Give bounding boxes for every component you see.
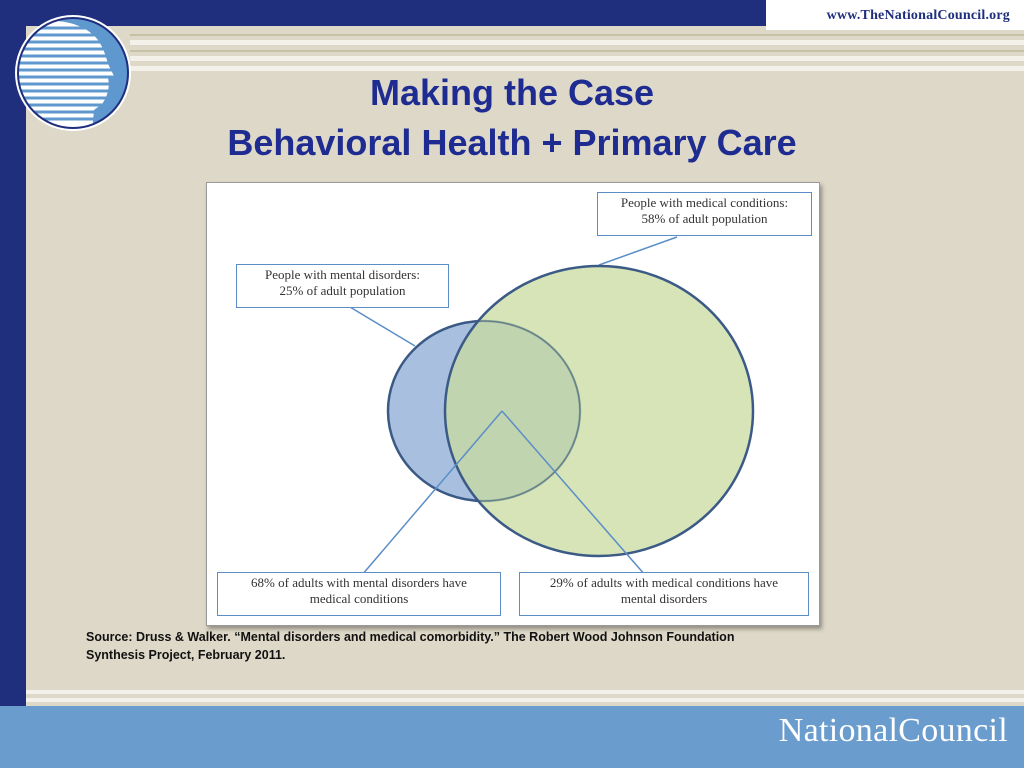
medical-overlap-label: [519, 572, 809, 616]
medical-conditions-label-text: People with medical conditions: 58% of adult population: [620, 195, 789, 226]
medical-conditions-label: [597, 192, 812, 236]
slide-subtitle: Behavioral Health + Primary Care: [227, 122, 797, 163]
footer-brand-logo: NationalCouncil: [778, 712, 1008, 749]
decorative-line: [26, 690, 1024, 694]
venn-diagram: [207, 183, 819, 625]
mental-leader-line: [345, 304, 415, 346]
mental-disorders-label: [236, 264, 449, 308]
medical-leader-line: [599, 237, 677, 265]
decorative-line: [130, 50, 1024, 52]
source-citation: Source: Druss & Walker. “Mental disorders and medical comorbidity.” The Robert Wood Johnson Foundation Synthesis Project, February 2011.: [86, 630, 735, 662]
decorative-line: [130, 34, 1024, 36]
mental-disorders-label-text: People with mental disorders: 25% of adult population: [265, 267, 420, 298]
mental-overlap-label: [217, 572, 501, 616]
top-accent-bar: [26, 0, 766, 26]
decorative-line: [130, 40, 1024, 45]
website-url[interactable]: www.TheNationalCouncil.org: [826, 8, 1010, 23]
medical-overlap-label-text: 29% of adults with medical conditions have mental disorders: [549, 575, 779, 606]
decorative-line: [130, 56, 1024, 61]
mental-overlap-label-text: 68% of adults with mental disorders have medical conditions: [251, 575, 467, 606]
slide-title: Making the Case: [369, 72, 655, 113]
venn-diagram-figure: [206, 182, 820, 626]
url-box: [766, 0, 1024, 30]
decorative-line: [26, 698, 1024, 702]
medical-conditions-circle: [445, 266, 753, 556]
